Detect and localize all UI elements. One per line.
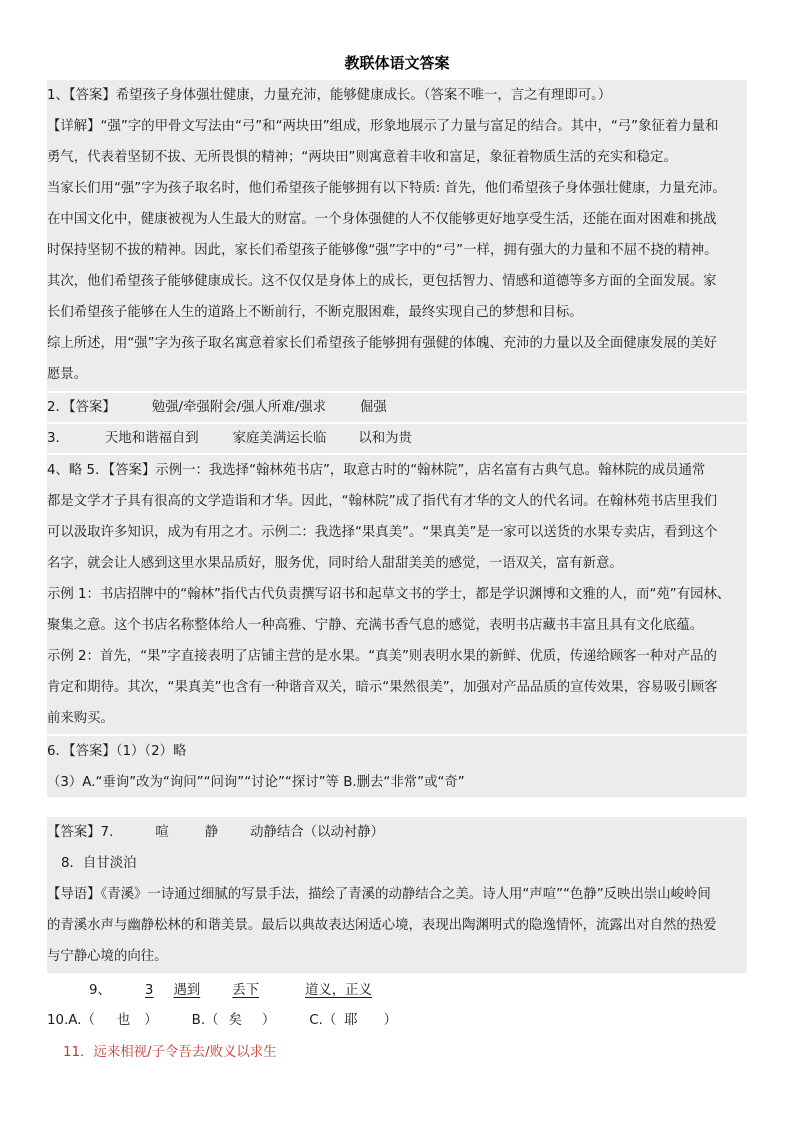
q2-line [47, 392, 747, 423]
q45-line: 名字，就会让人感到这里水果品质好，服务优，同时给人甜甜美美的感觉，一语双关，富有新意。 [47, 556, 623, 571]
q6-line-2: （3）A.“垂询”改为“询问”“问询”“讨论”“探讨”等 B.删去“非常”或“奇” [47, 775, 465, 790]
q10-b-value: 矣 [228, 1013, 242, 1028]
q1-detail-line: 时保持坚韧不拔的精神。因此，家长们希望孩子能够像“强”字中的“弓”一样，拥有强大的力量和不屈不挠的精神。 [47, 243, 718, 258]
q3-answer-1: 天地和谐福自到 [104, 431, 199, 446]
q45-line: 聚集之意。这个书店名称整体给人一种高雅、宁静、充满书香气息的感觉，表明书店藏书丰富且具有文化底蕴。 [47, 618, 704, 633]
q1-detail-line: 勇气，代表着坚韧不拔、无所畏惧的精神；“两块田”则寓意着丰收和富足，象征着物质生活的充实和稳定。 [47, 150, 677, 165]
q8-guide-line: 的青溪水声与幽静松林的和谐美景。最后以典故表达闲适心境，表现出陶渊明式的隐逸情怀，流露出对自然的热爱 [47, 918, 717, 933]
q1-detail-line: 长们希望孩子能够在人生的道路上不断前行，不断克服困难，最终实现自己的梦想和目标。 [47, 305, 583, 320]
q10-a-value: 也 [116, 1013, 131, 1028]
q9-answer-4: 道义，正义 [305, 983, 372, 998]
q2-block [47, 393, 747, 422]
q7-q8-block [47, 817, 747, 973]
q1-block [47, 80, 747, 391]
q8-guide-line: 【导语】《青溪》一诗通过细腻的写景手法，描绘了青溪的动静结合之美。诗人用“声喧”“色静”反映出崇山峻岭间 [47, 887, 711, 902]
q7-answer-2: 静 [204, 825, 219, 840]
q45-block [47, 455, 747, 734]
q45-line: 肯定和期待。其次，“果真美”也含有一种谐音双关，暗示“果然很美”，加强对产品品质的宣传效果，容易吸引顾客 [47, 680, 718, 695]
q10-c-close: ） [383, 1013, 398, 1028]
q45-line: 4、略 5．【答案】示例一：我选择“翰林苑书店”，取意古时的“翰林院”，店名富有古典气息。翰林院的成员通常 [47, 463, 706, 478]
q7-label: 【答案】7. [47, 825, 114, 840]
q11-line: 11．远来相视/子令吾去/败义以求生 [63, 1045, 277, 1060]
q2-answer-2: 倔强 [360, 400, 387, 415]
q1-detail-line: 综上所述，用“强”字为孩子取名寓意着家长们希望孩子能够拥有强健的体魄、充沛的力量以及全面健康发展的美好 [47, 336, 718, 351]
q3-answer-3: 以和为贵 [358, 431, 412, 446]
q10-b-label: B.（ [191, 1013, 219, 1028]
q45-line: 示例 1：书店招牌中的“翰林”指代古代负责撰写诏书和起草文书的学士，都是学识渊博和文雅的人，而“苑”有园林、 [47, 587, 731, 602]
q8-line: 8．自甘淡泊 [61, 856, 137, 871]
q7-line [47, 817, 747, 848]
q10-a-label: A.（ [68, 1013, 95, 1028]
q10-c-label: C.（ [309, 1013, 337, 1028]
q10-line [47, 1005, 747, 1036]
q3-label: 3． [47, 431, 69, 446]
q45-line: 都是文学才子具有很高的文学造诣和才华。因此，“翰林院”成了指代有才华的文人的代名词。在翰林苑书店里我们 [47, 494, 718, 509]
q1-detail-line: 愿景。 [47, 367, 88, 382]
q10-label: 10. [47, 1013, 69, 1028]
q2-label: 2．【答案】 [47, 400, 116, 415]
q45-line: 示例 2：首先，“果”字直接表明了店铺主营的是水果。“真美”则表明水果的新鲜、优质，传递给顾客一种对产品的 [47, 649, 717, 664]
q9-answer-2: 遇到 [173, 983, 201, 998]
q10-c-value: 耶 [344, 1013, 358, 1028]
page-title: 教联体语文答案 [344, 54, 450, 72]
q1-answer: 1、【答案】希望孩子身体强壮健康，力量充沛，能够健康成长。（答案不唯一，言之有理即可。） [47, 88, 612, 103]
q6-block [47, 736, 747, 797]
q45-line: 前来购买。 [47, 711, 114, 726]
q9-line [47, 975, 747, 1006]
q10-a-close: ） [144, 1013, 158, 1028]
q10-b-close: ） [261, 1013, 276, 1028]
q7-answer-3: 动静结合（以动衬静） [250, 825, 385, 840]
q1-detail-line: 【详解】“强”字的甲骨文写法由“弓”和“两块田”组成，形象地展示了力量与富足的结合。其中，“弓”象征着力量和 [47, 119, 719, 134]
q3-line [47, 423, 747, 454]
q45-line: 可以汲取许多知识，成为有用之才。示例二：我选择“果真美”。“果真美”是一家可以送货的水果专卖店，看到这个 [47, 525, 718, 540]
q1-detail-line: 在中国文化中，健康被视为人生最大的财富。一个身体强健的人不仅能够更好地享受生活，还能在面对困难和挑战 [47, 212, 717, 227]
q6-line-1: 6．【答案】（1）（2）略 [47, 744, 187, 759]
q1-detail-line: 其次，他们希望孩子能够健康成长。这不仅仅是身体上的成长，更包括智力、情感和道德等多方面的全面发展。家 [47, 274, 717, 289]
q8-guide-line: 与宁静心境的向往。 [47, 949, 168, 964]
q3-answer-2: 家庭美满运长临 [232, 431, 327, 446]
q1-detail-line: 当家长们用“强”字为孩子取名时，他们希望孩子能够拥有以下特质: 首先，他们希望孩子身体强壮健康，力量充沛。 [47, 181, 726, 196]
q9-label: 9、 [89, 983, 111, 998]
q9-answer-1: 3 [144, 983, 154, 998]
q7-answer-1: 喧 [155, 825, 169, 840]
q2-answer-1: 勉强/牵强附会/强人所难/强求 [151, 400, 327, 415]
q9-answers [121, 983, 372, 998]
q9-answer-3: 丢下 [232, 983, 260, 998]
q3-block [47, 424, 747, 453]
